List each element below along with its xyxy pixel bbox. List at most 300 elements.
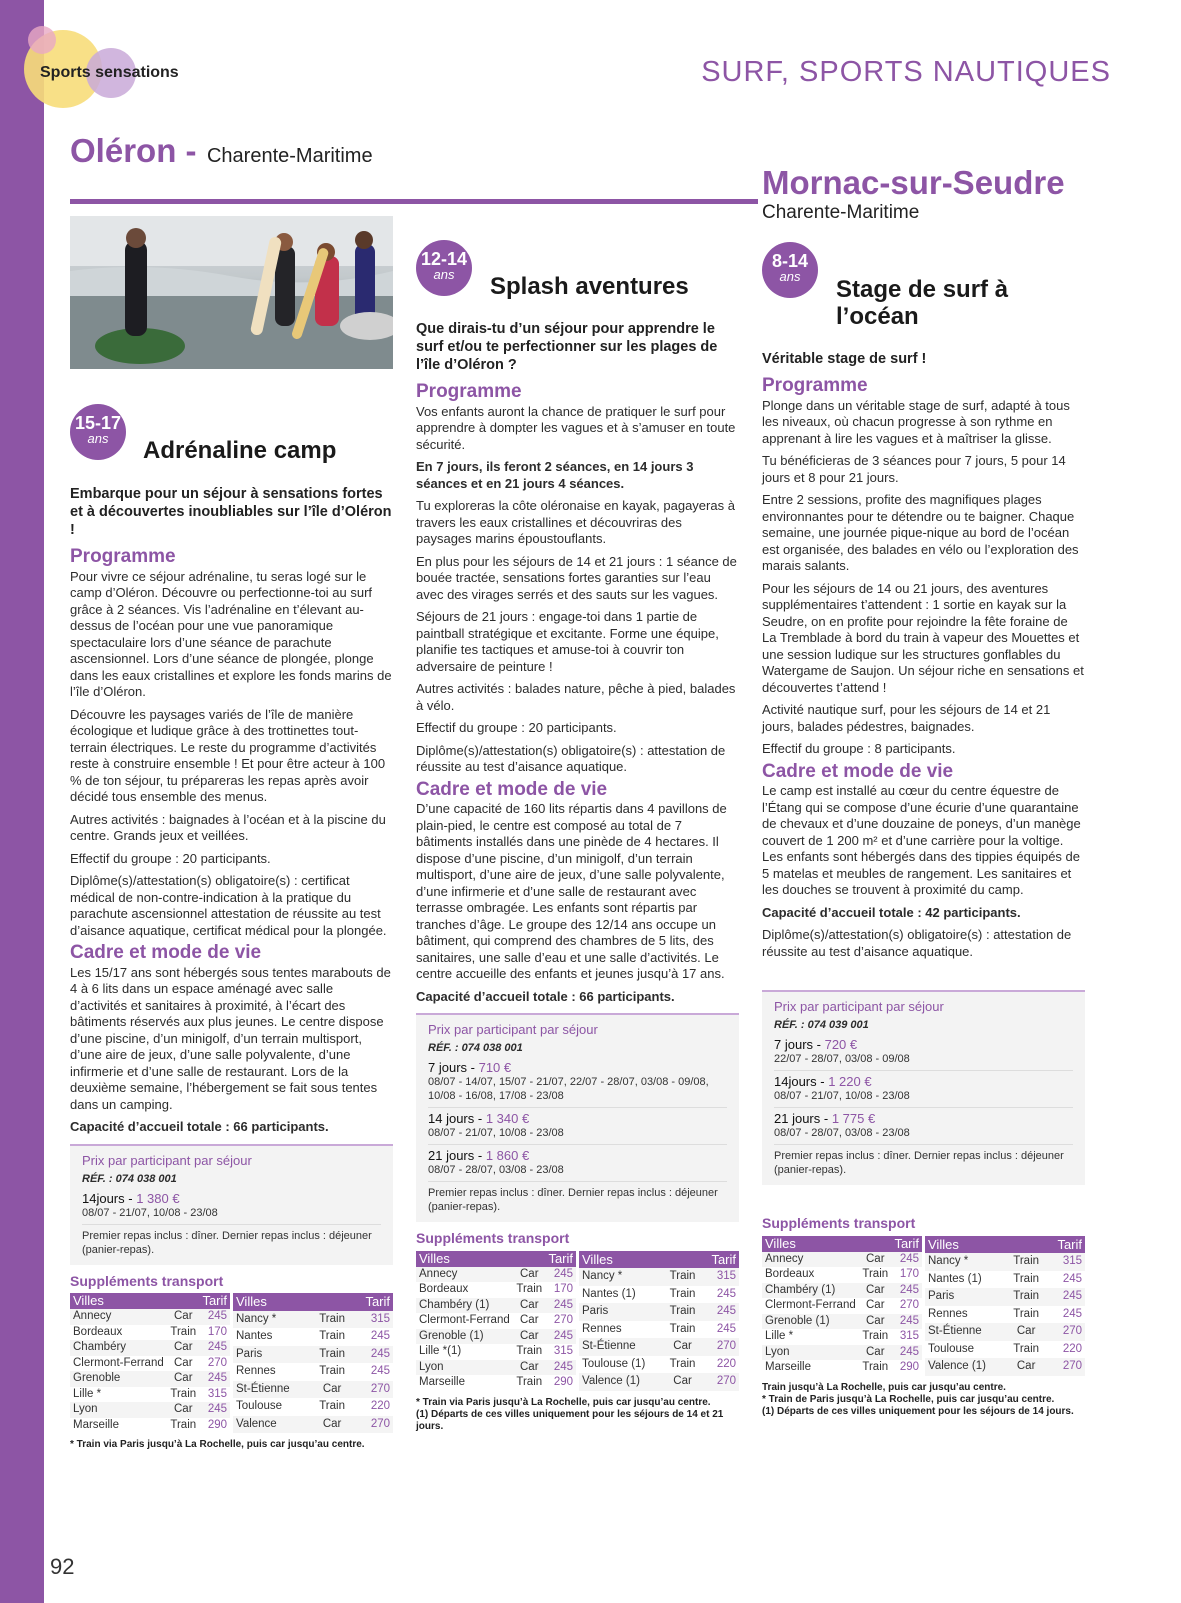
age-badge-15-17 [70,404,126,460]
table-row [925,1271,1085,1288]
city-cell: Lyon [416,1360,513,1376]
table-row [579,1321,739,1338]
programme-text: Tu bénéficieras de 3 séances pour 7 jours, 5 pour 14 jours et 8 pour 21 jours. [762,453,1066,485]
city-cell: Nantes (1) [582,1287,636,1300]
price-cell: 290 [207,1418,227,1431]
mode-cell: Train [669,1322,696,1335]
transport-footnote: (1) Départs de ces villes uniquement pour les séjours de 14 et 21 jours. [416,1408,724,1432]
mode-cell: Car [513,1360,545,1376]
column-splash [416,320,739,1433]
table-row [416,1344,576,1360]
price-cell: 170 [207,1325,227,1338]
programme-text: Pour les séjours de 14 ou 21 jours, des aventures supplémentaires t’attendent : 1 sortie en kayak sur la Seudre, on en profite pour rejoindre la fête foraine de La Tremblade à bord du train à vapeur des Mouettes et une session ludique sur les structures gonflables du Watergame de Saujon. Un séjour riche en sensations et découvertes t’attend ! [762,580,1084,695]
table-row [233,1398,393,1415]
table-row [70,1325,230,1341]
mode-cell: Car [859,1252,891,1268]
price-cell: 220 [716,1357,736,1370]
stay-title-line: Stage de surf à [836,276,1009,303]
programme-heading: Programme [762,375,868,396]
mode-cell: Car [663,1338,702,1355]
mode-cell: Train [516,1283,543,1295]
mode-cell: Train [663,1303,702,1320]
city-cell: Lille *(1) [419,1345,462,1357]
price-cell: 290 [553,1376,573,1388]
capacity: Capacité d’accueil totale : 66 participants. [70,1119,329,1134]
header-villes: Villes [579,1251,702,1269]
city-cell: Bordeaux [765,1268,815,1280]
city-cell: Rennes [928,1307,968,1320]
table-row [233,1363,393,1380]
price-value: 1 860 € [485,1148,530,1163]
transport-title: Suppléments transport [70,1272,224,1289]
price-ref: RÉF. : 074 039 001 [774,1019,869,1031]
price-duration: 21 jours [428,1148,475,1163]
price-dates: 22/07 - 28/07, 03/08 - 09/08 [774,1052,1073,1071]
price-cell: 245 [199,1309,230,1325]
cadre-heading: Cadre et mode de vie [416,778,608,800]
mode-cell: Train [669,1357,696,1370]
transport-tables [70,1293,393,1433]
city-cell: Grenoble (1) [762,1314,859,1330]
city-cell: Nantes [236,1330,273,1343]
city-cell: Lyon [762,1345,859,1361]
price-dates: 08/07 - 21/07, 10/08 - 23/08 [428,1126,727,1145]
price-cell: 170 [899,1268,919,1280]
table-row [70,1387,230,1403]
city-cell: Marseille [765,1361,812,1373]
price-cell: 245 [370,1365,390,1378]
mode-cell: Car [1006,1323,1046,1340]
mode-cell: Car [513,1298,545,1314]
column-stage-surf [762,350,1085,1418]
category-title: SURF, SPORTS NAUTIQUES [701,56,1111,88]
age-unit: ans [87,431,109,446]
stay-title: Splash aventures [490,273,689,300]
price-cell: 270 [207,1356,227,1369]
price-cell: 315 [207,1387,227,1400]
mode-cell: Car [167,1309,199,1325]
city-cell: St-Étienne [233,1381,311,1398]
price-cell: 245 [891,1345,922,1361]
city-cell: Bordeaux [73,1325,123,1338]
price-duration: 14 jours [428,1111,475,1126]
price-cell: 245 [545,1360,576,1376]
group-size: Effectif du groupe : 20 participants. [416,720,617,735]
price-cell: 270 [899,1299,919,1311]
price-cell: 270 [353,1416,393,1433]
group-size: Effectif du groupe : 8 participants. [762,741,956,756]
price-cell: 245 [716,1322,736,1335]
transport-header-row [579,1251,739,1269]
header-villes: Villes [70,1293,199,1309]
price-line: 14jours - 1 380 € [82,1190,180,1206]
city-cell: Valence (1) [925,1358,1006,1375]
price-duration: 7 jours [428,1060,468,1075]
city-cell: Chambéry (1) [416,1298,513,1314]
price-box [70,1144,393,1265]
table-row [70,1371,230,1387]
table-row [925,1323,1085,1340]
table-row [762,1314,922,1330]
programme-text: Pour vivre ce séjour adrénaline, tu seras logé sur le camp d’Oléron. Découvre ou perfectionne-toi au surf grâce à 2 séances. Vis l’adrénaline en t’élevant au-dessus de l’océan pour une vue panoramique spectaculaire lors d’une séance de parachute ascensionnel. Lors d’une séance de plongée, plonge dans les eaux cristallines et explore les fonds marins de l’île d’Oléron. [70,568,392,699]
price-duration: 21 jours [774,1111,821,1126]
price-line: 14jours - 1 220 € [774,1074,872,1089]
price-cell: 315 [899,1330,919,1342]
header-villes: Villes [416,1251,545,1267]
mode-cell: Car [859,1283,891,1299]
city-cell: Grenoble [70,1371,167,1387]
programme-text: En 7 jours, ils feront 2 séances, en 14 jours 3 séances et en 21 jours 4 séances. [416,459,694,491]
price-value: 720 € [824,1037,858,1052]
oleron-heading [70,132,373,170]
stay-title [836,276,1008,330]
mode-cell: Train [311,1311,353,1328]
city-cell: Lille * [73,1387,102,1400]
price-cell: 270 [1046,1358,1085,1375]
transport-header-row [233,1293,393,1311]
city-cell: Clermont-Ferrand [765,1299,856,1311]
price-cell: 245 [199,1371,230,1387]
price-cell: 245 [891,1314,922,1330]
table-row [416,1267,576,1283]
table-row [70,1402,230,1418]
mode-cell: Car [520,1314,539,1326]
transport-header-row [70,1293,230,1309]
city-cell: Toulouse (1) [582,1357,646,1370]
mode-cell: Car [167,1371,199,1387]
table-row [579,1356,739,1373]
header-tarif: Tarif [545,1251,576,1267]
mode-cell: Car [167,1402,199,1418]
mode-cell: Car [866,1299,885,1311]
city-cell: Annecy [70,1309,167,1325]
city-cell: Rennes [582,1322,622,1335]
price-duration: 7 jours [774,1037,814,1052]
city-cell: Chambéry (1) [762,1283,859,1299]
transport-table-left [70,1293,230,1433]
city-cell: Paris [233,1346,311,1363]
mode-cell: Car [311,1381,353,1398]
transport-table-right [925,1236,1085,1376]
required-certificates: Diplôme(s)/attestation(s) obligatoire(s) : certificat médical de non-contre-indication à la pratique du parachute ascensionnel attestation de réussite au test d’aisance aquatique, certificat médical pour la plongée. [70,873,387,938]
table-row [233,1381,393,1398]
surfers-illustration [70,216,393,369]
city-cell: Paris [579,1303,663,1320]
table-row [416,1282,576,1298]
mode-cell: Train [516,1376,543,1388]
age-badge-8-14 [762,242,818,298]
price-value: 1 380 € [136,1190,180,1206]
header-tarif: Tarif [353,1293,393,1311]
table-row [70,1418,230,1434]
city-cell: Valence [233,1416,311,1433]
column-adrenaline [70,485,393,1451]
price-note: Premier repas inclus : dîner. Dernier repas inclus : déjeuner (panier-repas). [774,1150,1064,1176]
table-row [579,1286,739,1303]
mode-cell: Train [1006,1253,1046,1270]
transport-footnote: * Train de Paris jusqu’à La Rochelle, puis car jusqu’au centre. [762,1393,1055,1405]
programme-text: Activité nautique surf, pour les séjours de 14 et 21 jours, balades pédestres, baignades. [762,702,1051,734]
price-cell: 315 [702,1268,739,1285]
mode-cell: Car [174,1356,193,1369]
table-row [925,1306,1085,1323]
table-row [70,1340,230,1356]
table-row [762,1298,922,1314]
price-cell: 245 [199,1402,230,1418]
oleron-place: Oléron - [70,132,197,169]
price-duration: 14jours [774,1074,817,1089]
table-row [579,1373,739,1390]
city-cell: Toulouse [928,1342,975,1355]
mode-cell: Train [311,1346,353,1363]
price-box [416,1013,739,1222]
table-row [762,1329,922,1345]
city-cell: Marseille [419,1376,466,1388]
stay-title-line: l’océan [836,303,919,330]
price-line: 14 jours - 1 340 € [428,1111,530,1126]
price-cell: 245 [1046,1288,1085,1305]
mode-cell: Train [862,1268,889,1280]
surfers-photo [70,216,393,369]
city-cell: Rennes [236,1365,276,1378]
header-tarif: Tarif [199,1293,230,1309]
mornac-heading [762,164,1065,224]
programme-text: En plus pour les séjours de 14 et 21 jours : 1 séance de bouée tractée, sensations fortes garanties sur l’eau avec des virages serrés et des sauts sur les vagues. [416,553,737,602]
transport-table-left [762,1236,922,1376]
header-villes: Villes [925,1236,1046,1254]
page-number: 92 [50,1554,75,1579]
city-cell: Paris [925,1288,1006,1305]
price-box [762,990,1085,1185]
mode-cell: Train [319,1400,345,1413]
price-note: Premier repas inclus : dîner. Dernier repas inclus : déjeuner (panier-repas). [428,1187,718,1213]
table-row [762,1283,922,1299]
age-range: 15-17 [74,413,122,433]
group-size: Effectif du groupe : 20 participants. [70,850,271,866]
price-cell: 315 [353,1311,393,1328]
price-dates: 08/07 - 21/07, 10/08 - 23/08 [82,1206,381,1225]
city-cell: Marseille [73,1418,120,1431]
mode-cell: Car [167,1340,199,1356]
programme-heading: Programme [70,546,176,567]
mode-cell: Train [516,1345,543,1357]
age-unit: ans [779,269,801,284]
city-cell: Toulouse [236,1400,283,1413]
table-row [70,1356,230,1372]
city-cell: St-Étienne [579,1338,663,1355]
programme-text: Découvre les paysages variés de l’île de manière écologique et ludique grâce à des trottinettes tout-terrain électriques. Le reste du programme d’activités reste à construire ensemble ! Et pour être acteur à 100 % de ton séjour, tu prépareras les repas après avoir décidé tous ensemble des menus. [70,706,386,804]
transport-tables [762,1236,1085,1376]
mode-cell: Train [170,1325,197,1338]
mode-cell: Train [170,1387,197,1400]
table-row [579,1338,739,1355]
price-line: 7 jours - 720 € [774,1037,858,1052]
age-badge-12-14 [416,240,472,296]
programme-text: Autres activités : balades nature, pêche à pied, balades à vélo. [416,681,736,713]
table-row [925,1253,1085,1270]
table-row [416,1360,576,1376]
price-cell: 245 [1062,1307,1082,1320]
mode-cell: Train [319,1365,345,1378]
city-cell: Lille * [765,1330,794,1342]
price-note: Premier repas inclus : dîner. Dernier repas inclus : déjeuner (panier-repas). [82,1229,372,1256]
transport-footnote: Train jusqu’à La Rochelle, puis car jusqu’au centre. [762,1381,1006,1393]
price-title: Prix par participant par séjour [428,1022,598,1037]
table-row [416,1298,576,1314]
stay-intro: Véritable stage de surf ! [762,351,927,367]
header-tarif: Tarif [891,1236,922,1252]
price-dates: 08/07 - 21/07, 10/08 - 23/08 [774,1089,1073,1108]
cadre-heading: Cadre et mode de vie [762,760,954,782]
price-cell: 245 [891,1283,922,1299]
transport-title: Suppléments transport [416,1230,570,1246]
required-certificates: Diplôme(s)/attestation(s) obligatoire(s) : attestation de réussite au test d’aisance aquatique. [762,927,1072,959]
mode-cell: Car [513,1267,545,1283]
table-row [925,1358,1085,1375]
price-title: Prix par participant par séjour [774,999,944,1014]
programme-text: Séjours de 21 jours : engage-toi dans 1 partie de paintball stratégique et excitante. Forme une équipe, planifie tes tactiques et amuse-toi à couvrir ton adversaire de peinture ! [416,609,719,674]
price-cell: 245 [716,1287,736,1300]
transport-table-right [233,1293,393,1433]
cadre-text: Les 15/17 ans sont hébergés sous tentes marabouts de 4 à 6 lits dans un espace aménagé avec salle d’activités et sanitaires à proximité, à l’écart des bâtiments réservés aux plus jeunes. Le centre dispose d’une piscine, d’un minigolf, d’un terrain multisport, d’une aire de jeux, d’une salle polyvalente, d’une infirmerie et d’une salle de restaurant. Lors de la deuxième semaine, l’hébergement se fait sous tentes dans un camping. [70,964,391,1112]
price-cell: 245 [545,1267,576,1283]
price-cell: 245 [370,1330,390,1343]
transport-table-left [416,1251,576,1391]
price-cell: 245 [545,1298,576,1314]
price-duration: 14jours [82,1190,125,1206]
programme-heading: Programme [416,381,522,402]
price-cell: 270 [702,1373,739,1390]
programme-text: Vos enfants auront la chance de pratiquer le surf pour apprendre à dompter les vagues et à s’amuser en toute sécurité. [416,403,736,452]
price-value: 1 220 € [828,1074,872,1089]
mode-cell: Train [862,1330,889,1342]
decor-circle-pink [28,26,56,54]
mode-cell: Car [513,1329,545,1345]
price-cell: 170 [553,1283,573,1295]
transport-table-right [579,1251,739,1391]
mode-cell: Car [311,1416,353,1433]
table-row [762,1345,922,1361]
programme-text: Autres activités : baignades à l’océan et à la piscine du centre. Grands jeux et veillées. [70,811,386,843]
table-row [233,1346,393,1363]
cadre-text: D’une capacité de 160 lits répartis dans 4 pavillons de plain-pied, le centre est composé au total de 7 bâtiments installés dans une pinède de 4 hectares. Il dispose d’une piscine, d’un minigolf, d’un terrain multisport, d’une aire de jeux, d’une salle polyvalente, d’une infirmerie et d’une salle de restaurant avec terrasse ombragée. Les enfants sont répartis par tranches d’âge. Le groupe des 12/14 ans occupe un bâtiment, qui comprend des chambres de 5 lits, des sanitaires, une salle d’eau et une salle d’activités. Le centre accueille des enfants et jeunes jusqu’à 17 ans. [416,801,727,981]
mode-cell: Train [1013,1272,1040,1285]
city-cell: Annecy [762,1252,859,1268]
table-row [233,1416,393,1433]
city-cell: Annecy [416,1267,513,1283]
mode-cell: Train [1013,1342,1040,1355]
city-cell: Chambéry [70,1340,167,1356]
age-range: 8-14 [771,251,809,271]
transport-header-row [925,1236,1085,1254]
price-cell: 245 [545,1329,576,1345]
programme-text: Plonge dans un véritable stage de surf, adapté à tous les niveaux, où chacun progresse à son rythme en apprenant à lire les vagues et à maîtriser la glisse. [762,397,1070,446]
section-label: Sports sensations [40,64,179,81]
mode-cell: Train [170,1418,197,1431]
price-cell: 315 [553,1345,573,1357]
price-title: Prix par participant par séjour [82,1152,252,1168]
programme-text: Tu exploreras la côte oléronaise en kayak, pagayeras à travers les eaux cristallines et découvriras des paysages marins époustouflants. [416,498,735,546]
age-unit: ans [433,267,455,282]
price-ref: RÉF. : 074 038 001 [82,1172,177,1185]
table-row [70,1309,230,1325]
oleron-region: Charente-Maritime [206,145,373,167]
city-cell: Clermont-Ferrand [419,1314,510,1326]
transport-footnote: * Train via Paris jusqu’à La Rochelle, puis car jusqu’au centre. [70,1439,365,1450]
cadre-text: Le camp est installé au cœur du centre équestre de l’Étang qui se compose d’une écurie d’une quarantaine de chevaux et d’une douzaine de poneys, d’un manège couvert de 1 200 m² et d’une carrière pour la voltige. Les enfants sont hébergés dans des tippies équipés de 5 matelas et meubles de rangement. Les sanitaires et les douches se trouvent à proximité du camp. [762,783,1081,897]
mornac-region: Charente-Maritime [762,202,920,223]
city-cell: Clermont-Ferrand [73,1356,164,1369]
price-line: 7 jours - 710 € [428,1060,512,1075]
price-dates: 08/07 - 28/07, 03/08 - 23/08 [774,1126,1073,1145]
price-dates: 08/07 - 14/07, 15/07 - 21/07, 22/07 - 28/07, 03/08 - 09/08, 10/08 - 16/08, 17/08 - 23/08 [428,1075,727,1108]
table-row [233,1311,393,1328]
price-dates: 08/07 - 28/07, 03/08 - 23/08 [428,1163,727,1182]
price-cell: 270 [702,1338,739,1355]
mode-cell: Car [859,1314,891,1330]
transport-header-row [416,1251,576,1267]
table-row [579,1303,739,1320]
price-value: 1 775 € [831,1111,876,1126]
price-cell: 245 [199,1340,230,1356]
transport-footnote: * Train via Paris jusqu’à La Rochelle, puis car jusqu’au centre. [416,1396,711,1408]
price-cell: 245 [353,1346,393,1363]
price-cell: 270 [353,1381,393,1398]
mode-cell: Train [1006,1288,1046,1305]
mode-cell: Train [669,1287,696,1300]
price-cell: 220 [1062,1342,1082,1355]
sidebar-stripe [0,0,44,1603]
price-cell: 270 [1046,1323,1085,1340]
mode-cell: Train [663,1268,702,1285]
price-value: 710 € [478,1060,512,1075]
city-cell: Nancy * [925,1253,1006,1270]
price-cell: 220 [370,1400,390,1413]
price-cell: 245 [891,1252,922,1268]
price-line: 21 jours - 1 860 € [428,1148,530,1163]
price-cell: 315 [1046,1253,1085,1270]
table-row [579,1268,739,1285]
stay-title: Adrénaline camp [143,437,337,464]
mode-cell: Train [1013,1307,1040,1320]
mode-cell: Train [319,1330,345,1343]
transport-footnote: (1) Départs de ces villes uniquement pour les séjours de 14 jours. [762,1405,1074,1417]
table-row [762,1267,922,1283]
price-cell: 270 [553,1314,573,1326]
city-cell: Valence (1) [579,1373,663,1390]
programme-text: Entre 2 sessions, profite des magnifiques plages environnantes pour te détendre ou te baigner. Chaque semaine, une journée pique-nique au bord de l’océan est organisée, des balades en vélo ou l’exploration des marais salants. [762,492,1079,573]
price-line: 21 jours - 1 775 € [774,1111,876,1126]
table-row [762,1252,922,1268]
age-range: 12-14 [420,249,468,269]
price-value: 1 340 € [485,1111,530,1126]
mode-cell: Car [1006,1358,1046,1375]
city-cell: Bordeaux [419,1283,469,1295]
capacity: Capacité d’accueil totale : 66 participants. [416,988,675,1004]
price-cell: 245 [1062,1272,1082,1285]
table-row [762,1360,922,1376]
price-cell: 290 [899,1361,919,1373]
required-certificates: Diplôme(s)/attestation(s) obligatoire(s) : attestation de réussite au test d’aisance aquatique. [416,742,726,774]
city-cell: Nantes (1) [928,1272,982,1285]
stay-intro: Embarque pour un séjour à sensations fortes et à découvertes inoubliables sur l’île d’Oléron ! [70,486,392,538]
heading-rule [70,199,758,204]
city-cell: Nancy * [579,1268,663,1285]
city-cell: Lyon [70,1402,167,1418]
table-row [233,1328,393,1345]
table-row [925,1341,1085,1358]
stay-intro: Que dirais-tu d’un séjour pour apprendre le surf et/ou te perfectionner sur les plages de l’île d’Oléron ? [416,321,718,373]
